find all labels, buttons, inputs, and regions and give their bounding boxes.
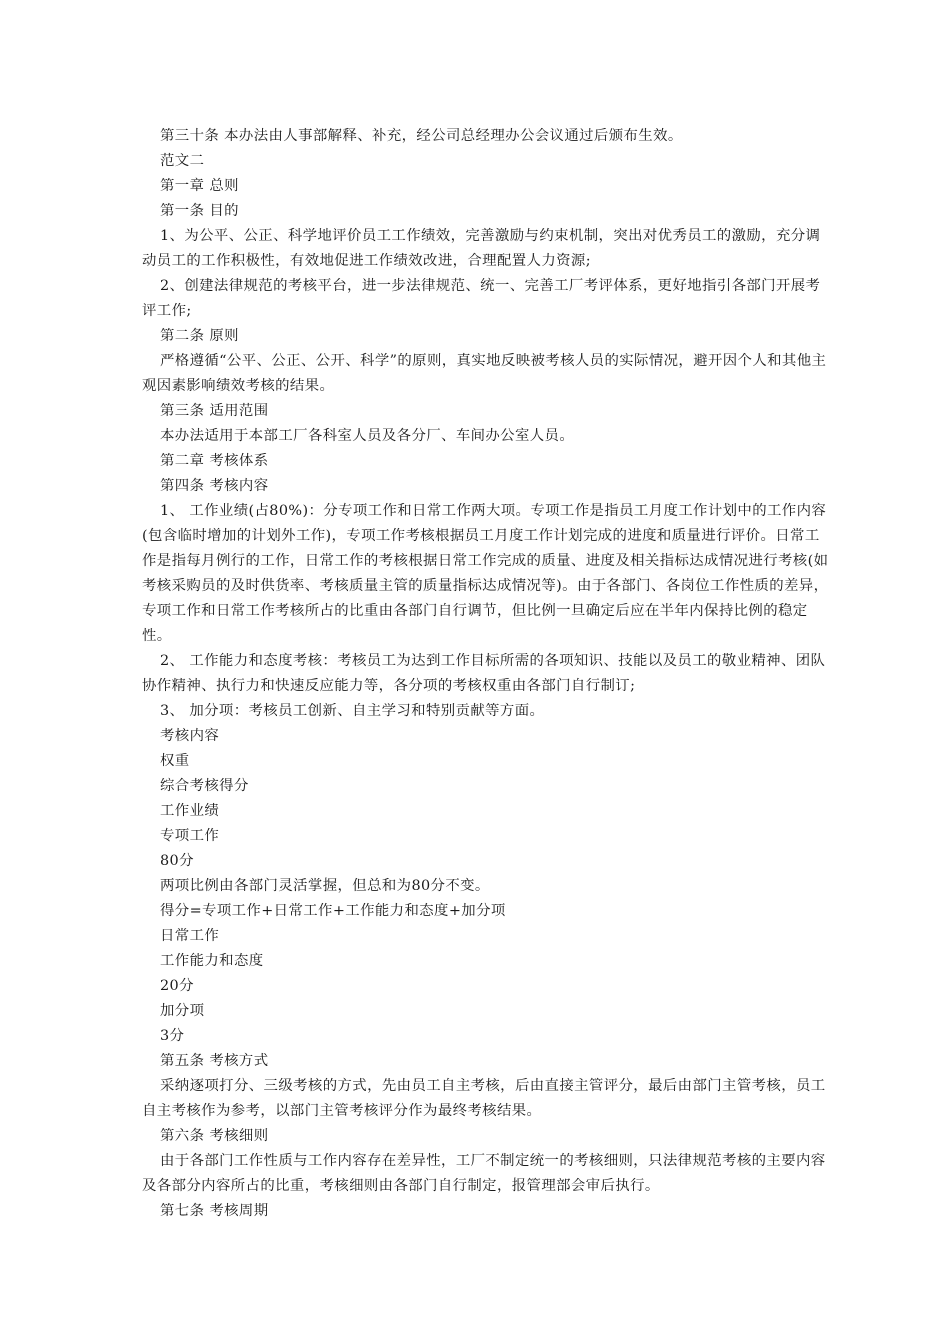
heading-sample-two: 范文二 [160, 153, 205, 169]
table-cell-daily-work: 日常工作 [160, 928, 220, 944]
paragraph-rules: 由于各部门工作性质与工作内容存在差异性，工厂不制定统一的考核细则，只法律规范考核的主要内容及各部分内容所占的比重，考核细则由各部门自行制定，报管理部会审后执行。 [142, 1153, 826, 1194]
paragraph-purpose-1: 1、为公平、公正、科学地评价员工工作绩效，完善激励与约束机制，突出对优秀员工的激励，充分调动员工的工作积极性，有效地促进工作绩效改进，合理配置人力资源; [142, 228, 821, 269]
table-cell-score-formula: 得分=专项工作+日常工作+工作能力和态度+加分项 [160, 903, 506, 919]
heading-article-6: 第六条 考核细则 [160, 1128, 269, 1144]
table-cell-header-weight: 权重 [160, 753, 190, 769]
heading-article-5: 第五条 考核方式 [160, 1053, 269, 1069]
heading-chapter-2: 第二章 考核体系 [160, 453, 269, 469]
paragraph-content-2: 2、 工作能力和态度考核：考核员工为达到工作目标所需的各项知识、技能以及员工的敬业精神、团队协作精神、执行力和快速反应能力等，各分项的考核权重由各部门自行制订; [142, 653, 826, 694]
paragraph-principle: 严格遵循“公平、公正、公开、科学”的原则，真实地反映被考核人员的实际情况，避开因个人和其他主观因素影响绩效考核的结果。 [142, 353, 827, 394]
paragraph-purpose-2: 2、创建法律规范的考核平台，进一步法律规范、统一、完善工厂考评体系，更好地指引各部门开展考评工作; [142, 278, 821, 319]
paragraph-article-30: 第三十条 本办法由人事部解释、补充，经公司总经理办公会议通过后颁布生效。 [160, 128, 683, 144]
paragraph-content-3: 3、 加分项：考核员工创新、自主学习和特别贡献等方面。 [160, 703, 545, 719]
heading-article-1: 第一条 目的 [160, 203, 239, 219]
paragraph-content-1: 1、 工作业绩(占80%)：分专项工作和日常工作两大项。专项工作是指员工月度工作计划中的工作内容(包含临时增加的计划外工作)，专项工作考核根据员工月度工作计划完成的进度和质量进行评价。日常工作是指每月例行的工作，日常工作的考核根据日常工作完成的质量、进度及相关指标达成情况进行考核(如考核采购员的及时供货率、考核质量主管的质量指标达成情况等)。由于各部门、各岗位工作性质的差异，专项工作和日常工作考核所占的比重由各部门自行调节，但比例一旦确定后应在半年内保持比例的稳定性。 [142, 503, 829, 644]
heading-chapter-1: 第一章 总则 [160, 178, 239, 194]
heading-article-4: 第四条 考核内容 [160, 478, 269, 494]
paragraph-method: 采纳逐项打分、三级考核的方式，先由员工自主考核，后由直接主管评分，最后由部门主管考核，员工自主考核作为参考，以部门主管考核评分作为最终考核结果。 [142, 1078, 826, 1119]
table-cell-ratio-note: 两项比例由各部门灵活掌握，但总和为80分不变。 [160, 878, 490, 894]
heading-article-2: 第二条 原则 [160, 328, 239, 344]
heading-article-3: 第三条 适用范围 [160, 403, 269, 419]
table-cell-3-points: 3分 [160, 1028, 185, 1044]
table-cell-80-points: 80分 [160, 853, 194, 869]
heading-article-7: 第七条 考核周期 [160, 1203, 269, 1219]
table-cell-header-content: 考核内容 [160, 728, 220, 744]
table-cell-performance: 工作业绩 [160, 803, 220, 819]
table-cell-ability-attitude: 工作能力和态度 [160, 953, 264, 969]
table-cell-20-points: 20分 [160, 978, 194, 994]
table-cell-bonus-item: 加分项 [160, 1003, 205, 1019]
table-cell-header-score: 综合考核得分 [160, 778, 249, 794]
document-body [142, 124, 832, 1224]
paragraph-scope: 本办法适用于本部工厂各科室人员及各分厂、车间办公室人员。 [160, 428, 575, 444]
table-cell-special-work: 专项工作 [160, 828, 220, 844]
